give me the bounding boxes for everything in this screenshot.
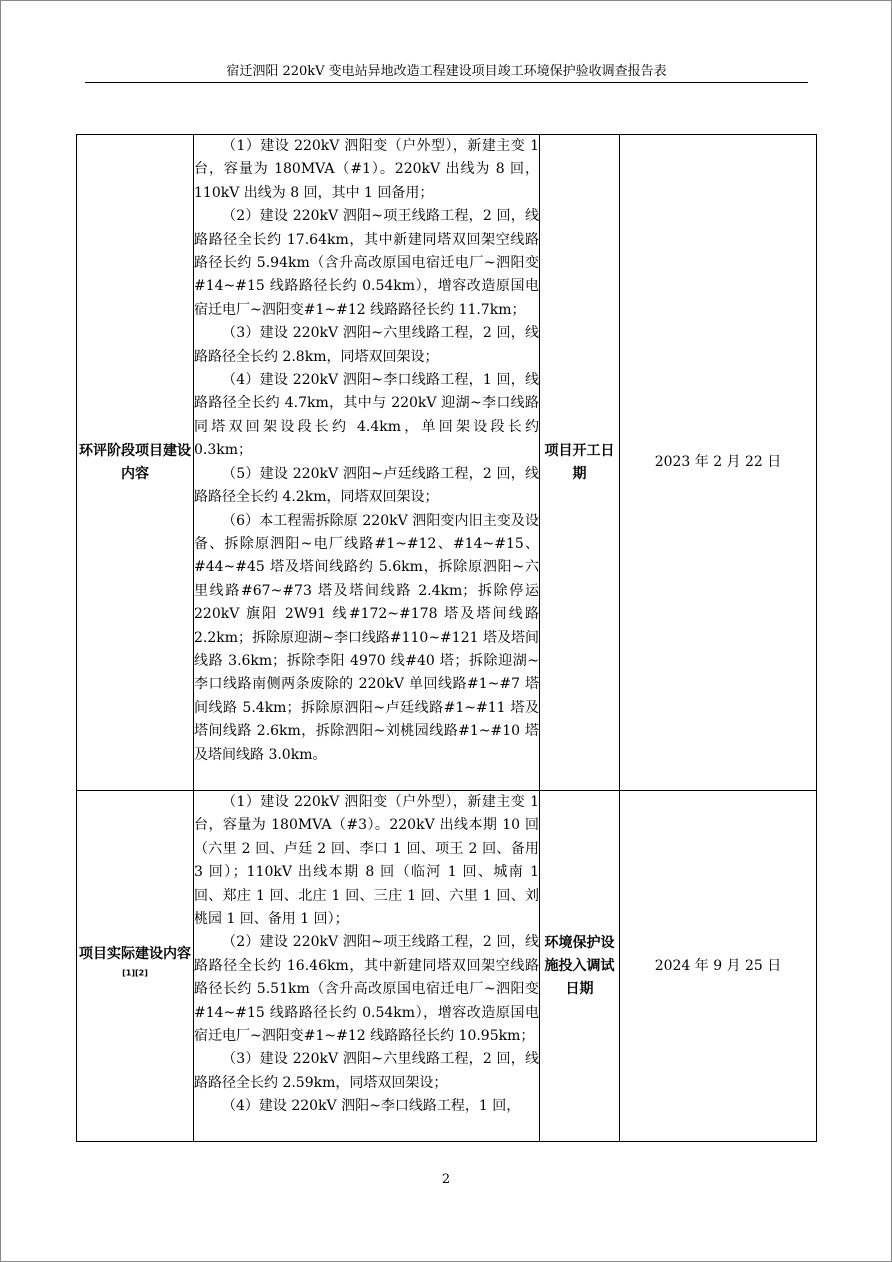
start-date-label-cell <box>540 135 620 791</box>
eia-content-paragraph: （6）本工程需拆除原 220kV 泗阳变内旧主变及设备、拆除原泗阳~电厂线路#1~#12、#14~#15、#44~#45 塔及塔间线路约 5.6km，拆除原泗阳~六里线路#67~#73 塔及塔间线路 2.4km；拆除停运 220kV 旗阳 2W91 线#172~#178 塔及塔间线路 2.2km；拆除原迎湖~李口线路#110~#121 塔及塔间线路 3.6km；拆除李阳 4970 线#40 塔；拆除迎湖~李口线路南侧两条废除的 220kV 单回线路#1~#7 塔间线路 5.4km；拆除原泗阳~卢廷线路#1~#11 塔及塔间线路 2.6km，拆除泗阳~刘桃园线路#1~#10 塔及塔间线路 3.0km。 <box>194 512 539 763</box>
eia-content-label: 环评阶段项目建设内容 <box>79 442 191 482</box>
eia-content-paragraph: （3）建设 220kV 泗阳~六里线路工程，2 回，线路路径全长约 2.8km，同塔双回架设； <box>194 325 539 365</box>
start-date-label: 项目开工日期 <box>544 442 615 482</box>
actual-content-paragraph: （2）建设 220kV 泗阳~项王线路工程，2 回，线路路径全长约 16.46km，其中新建同塔双回架空线路路径长约 5.51km（含升高改原国电宿迁电厂~泗阳变#14~#15 线路路径长约 0.54km），增容改造原国电宿迁电厂~泗阳变#1~#12 线路路径长约 10.95km； <box>194 934 539 1045</box>
actual-content-label: 项目实际建设内容 <box>79 946 191 962</box>
commissioning-date-label: 环境保护设施投入调试日期 <box>544 934 615 997</box>
eia-content-paragraph: （1）建设 220kV 泗阳变（户外型），新建主变 1 台，容量为 180MVA（#1）。220kV 出线为 8 回，110kV 出线为 8 回，其中 1 回备用； <box>194 138 539 201</box>
eia-content-label-cell <box>77 135 194 791</box>
report-table <box>76 134 817 1142</box>
commissioning-date-label-cell <box>540 791 620 1142</box>
actual-content-clip <box>194 791 539 1141</box>
eia-content-text-cell <box>194 135 540 791</box>
actual-content-paragraph: （3）建设 220kV 泗阳~六里线路工程，2 回，线路路径全长约 2.59km，同塔双回架设； <box>194 1051 539 1091</box>
actual-content-text-cell <box>194 791 540 1142</box>
commissioning-date-value: 2024 年 9 月 25 日 <box>654 957 782 974</box>
page-number: 2 <box>441 1172 451 1187</box>
eia-content-paragraph: （2）建设 220kV 泗阳~项王线路工程，2 回，线路路径全长约 17.64km，其中新建同塔双回架空线路路径长约 5.94km（含升高改原国电宿迁电厂~泗阳变#14~#15 线路路径长约 0.54km），增容改造原国电宿迁电厂~泗阳变#1~#12 线路路径长约 11.7km； <box>194 208 539 318</box>
actual-content-label-cell <box>77 791 194 1142</box>
eia-content-paragraph: （5）建设 220kV 泗阳~卢廷线路工程，2 回，线路路径全长约 4.2km，同塔双回架设； <box>194 465 539 506</box>
eia-content-paragraph: （4）建设 220kV 泗阳~李口线路工程，1 回，线路路径全长约 4.7km，其中与 220kV 迎湖~李口线路同塔双回架设段长约 4.4km，单回架设段长约 0.3km； <box>194 372 539 459</box>
commissioning-date-value-cell <box>620 791 817 1142</box>
table-row-eia-content <box>77 135 817 791</box>
start-date-value-cell <box>620 135 817 791</box>
table-row-actual-content <box>77 791 817 1142</box>
page-header: 宿迁泗阳 220kV 变电站异地改造工程建设项目竣工环境保护验收调查报告表 <box>85 64 808 83</box>
start-date-value: 2023 年 2 月 22 日 <box>654 454 782 470</box>
footnote-reference: [1][2] <box>122 968 148 978</box>
actual-content-paragraph: （1）建设 220kV 泗阳变（户外型），新建主变 1 台，容量为 180MVA（#3）。220kV 出线本期 10 回（六里 2 回、卢廷 2 回、李口 1 回、项王 2 回、备用 3 回）；110kV 出线本期 8 回（临河 1 回、城南 1 回、郑庄 1 回、北庄 1 回、三庄 1 回、六里 1 回、刘桃园 1 回、备用 1 回）； <box>194 794 539 928</box>
actual-content-paragraph: （4）建设 220kV 泗阳~李口线路工程，1 回， <box>222 1098 521 1115</box>
